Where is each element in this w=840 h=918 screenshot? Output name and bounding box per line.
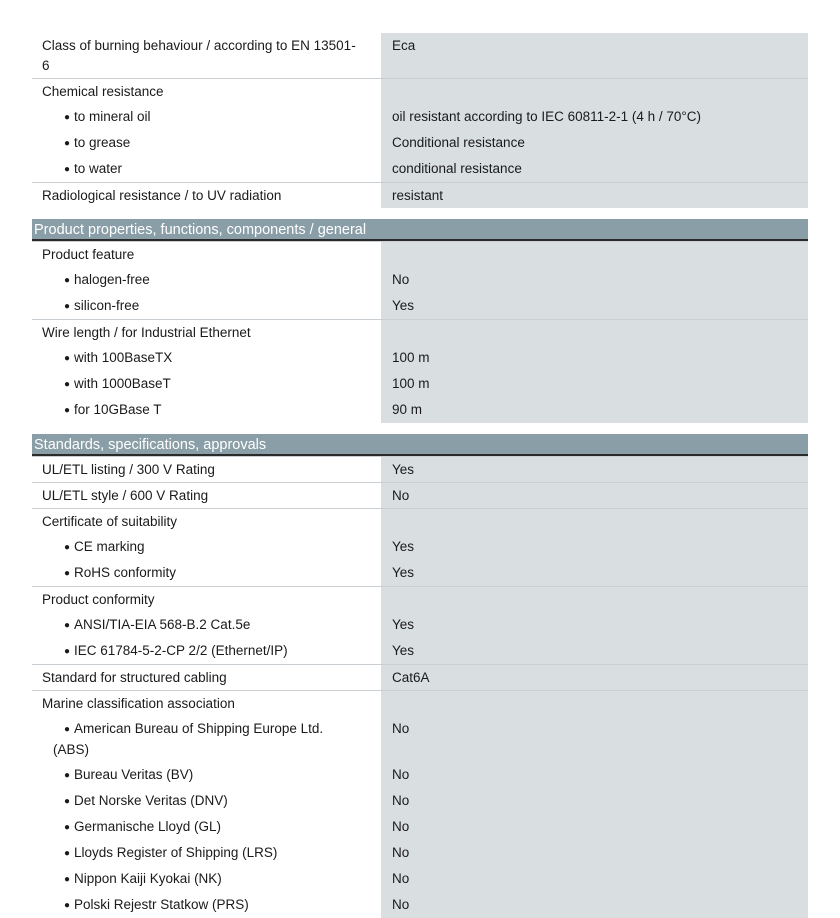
spec-label-text: Product feature bbox=[42, 247, 135, 262]
spec-sub-label-text: ● silicon-free bbox=[42, 293, 381, 319]
spec-sub-label bbox=[32, 866, 381, 892]
spec-subrow bbox=[32, 716, 808, 762]
spec-sub-value bbox=[381, 762, 808, 788]
spec-label bbox=[32, 483, 381, 509]
spec-subrow bbox=[32, 612, 808, 638]
section-gap bbox=[32, 208, 808, 219]
spec-sub-label bbox=[32, 371, 381, 397]
spec-sub-value-text: 100 m bbox=[392, 350, 430, 365]
bullet-icon: ● bbox=[64, 620, 71, 631]
spec-value bbox=[381, 509, 808, 535]
spec-subrow bbox=[32, 534, 808, 560]
spec-subrow bbox=[32, 156, 808, 183]
spec-sub-label bbox=[32, 534, 381, 560]
spec-value-text bbox=[392, 509, 808, 514]
spec-sub-label bbox=[32, 814, 381, 840]
spec-sub-label-text: ● Bureau Veritas (BV) bbox=[42, 762, 381, 788]
spec-sub-label bbox=[32, 345, 381, 371]
spec-label-text: Product conformity bbox=[42, 592, 155, 607]
spec-label-text: Standard for structured cabling bbox=[42, 670, 227, 685]
spec-label bbox=[32, 79, 381, 105]
spec-sub-label bbox=[32, 560, 381, 587]
spec-subrow bbox=[32, 104, 808, 130]
spec-label-text: Marine classification association bbox=[42, 696, 235, 711]
spec-label bbox=[32, 665, 381, 691]
spec-label bbox=[32, 587, 381, 613]
bullet-icon: ● bbox=[64, 353, 71, 364]
spec-sub-label bbox=[32, 638, 381, 665]
spec-sub-value-text: No bbox=[392, 819, 410, 834]
bullet-icon: ● bbox=[64, 822, 71, 833]
spec-sub-value bbox=[381, 716, 808, 762]
spec-value-text bbox=[392, 587, 808, 592]
spec-subrow bbox=[32, 788, 808, 814]
spec-value bbox=[381, 320, 808, 346]
spec-sub-label-text: ● to mineral oil bbox=[42, 104, 381, 130]
spec-sub-label bbox=[32, 788, 381, 814]
bullet-icon: ● bbox=[64, 646, 71, 657]
spec-subrow bbox=[32, 345, 808, 371]
spec-value bbox=[381, 457, 808, 483]
spec-row bbox=[32, 320, 808, 346]
bullet-icon: ● bbox=[64, 275, 71, 286]
spec-label-text: Wire length / for Industrial Ethernet bbox=[42, 325, 251, 340]
spec-section bbox=[32, 208, 808, 423]
spec-sub-value-text: oil resistant according to IEC 60811-2-1 (4 h / 70°C) bbox=[392, 109, 702, 124]
spec-value-text bbox=[392, 242, 808, 247]
bullet-icon: ● bbox=[64, 848, 71, 859]
spec-sub-label bbox=[32, 104, 381, 130]
spec-sub-value bbox=[381, 345, 808, 371]
bullet-icon: ● bbox=[64, 542, 71, 553]
bullet-icon: ● bbox=[64, 112, 71, 123]
spec-sub-label bbox=[32, 156, 381, 183]
spec-row bbox=[32, 509, 808, 535]
spec-subrow bbox=[32, 293, 808, 320]
spec-sub-value bbox=[381, 638, 808, 665]
spec-sub-label bbox=[32, 293, 381, 320]
spec-sub-label-text: ● to grease bbox=[42, 130, 381, 156]
spec-row bbox=[32, 79, 808, 105]
spec-label bbox=[32, 242, 381, 268]
spec-label-text: Certificate of suitability bbox=[42, 514, 178, 529]
spec-sub-label-text: ● ANSI/TIA-EIA 568-B.2 Cat.5e bbox=[42, 612, 381, 638]
bullet-icon: ● bbox=[64, 301, 71, 312]
spec-sub-value bbox=[381, 560, 808, 587]
spec-sub-value-text: Yes bbox=[392, 565, 415, 580]
spec-section bbox=[32, 423, 808, 918]
bullet-icon: ● bbox=[64, 796, 71, 807]
spec-value bbox=[381, 587, 808, 613]
bullet-icon: ● bbox=[64, 405, 71, 416]
spec-sub-value-text: Yes bbox=[392, 643, 415, 658]
section-header: Product properties, functions, components / general bbox=[32, 219, 808, 241]
spec-section bbox=[32, 33, 808, 208]
spec-value bbox=[381, 691, 808, 717]
spec-sub-value-text: No bbox=[392, 871, 410, 886]
spec-sub-value bbox=[381, 130, 808, 156]
spec-sub-label-text: ● Det Norske Veritas (DNV) bbox=[42, 788, 381, 814]
spec-sub-label-text: ● American Bureau of Shipping Europe Ltd. (ABS) bbox=[53, 721, 324, 757]
bullet-icon: ● bbox=[64, 724, 71, 735]
spec-sub-value-text: conditional resistance bbox=[392, 161, 522, 176]
section-header: Standards, specifications, approvals bbox=[32, 434, 808, 456]
bullet-icon: ● bbox=[64, 138, 71, 149]
bullet-icon: ● bbox=[64, 770, 71, 781]
spec-sub-label bbox=[32, 840, 381, 866]
spec-sub-label-text: ● to water bbox=[42, 156, 381, 182]
spec-subrow bbox=[32, 840, 808, 866]
spec-value-text bbox=[392, 79, 808, 84]
spec-row bbox=[32, 183, 808, 209]
spec-subrow bbox=[32, 371, 808, 397]
spec-sub-label bbox=[32, 892, 381, 918]
spec-subrow bbox=[32, 397, 808, 423]
spec-value-text: Cat6A bbox=[392, 670, 430, 685]
spec-sub-label bbox=[32, 762, 381, 788]
spec-table bbox=[32, 33, 808, 208]
spec-sub-value-text: No bbox=[392, 721, 410, 736]
spec-value bbox=[381, 33, 808, 79]
spec-label-text: Radiological resistance / to UV radiation bbox=[42, 188, 282, 203]
spec-sub-value-text: Yes bbox=[392, 617, 415, 632]
spec-label bbox=[32, 33, 381, 79]
spec-sub-label bbox=[32, 397, 381, 423]
spec-sub-value-text: Yes bbox=[392, 298, 415, 313]
spec-label-text: Chemical resistance bbox=[42, 84, 164, 99]
spec-row bbox=[32, 33, 808, 79]
bullet-icon: ● bbox=[64, 900, 71, 911]
spec-sub-label bbox=[32, 716, 381, 762]
spec-value bbox=[381, 242, 808, 268]
spec-sub-label-text: ● IEC 61784-5-2-CP 2/2 (Ethernet/IP) bbox=[42, 638, 381, 664]
spec-label-text: UL/ETL listing / 300 V Rating bbox=[42, 462, 215, 477]
spec-subrow bbox=[32, 892, 808, 918]
spec-subrow bbox=[32, 638, 808, 665]
spec-subrow bbox=[32, 560, 808, 587]
spec-sub-value bbox=[381, 293, 808, 320]
spec-row bbox=[32, 457, 808, 483]
spec-sub-value bbox=[381, 397, 808, 423]
spec-row bbox=[32, 587, 808, 613]
bullet-icon: ● bbox=[64, 874, 71, 885]
spec-sub-label bbox=[32, 612, 381, 638]
spec-row bbox=[32, 691, 808, 717]
spec-value-text bbox=[392, 320, 808, 325]
spec-value-text: No bbox=[392, 488, 410, 503]
spec-label bbox=[32, 691, 381, 717]
spec-sub-value bbox=[381, 612, 808, 638]
spec-value bbox=[381, 665, 808, 691]
spec-subrow bbox=[32, 267, 808, 293]
spec-sub-value bbox=[381, 371, 808, 397]
spec-label bbox=[32, 320, 381, 346]
spec-row bbox=[32, 665, 808, 691]
spec-sub-label-text: ● halogen-free bbox=[42, 267, 381, 293]
spec-label bbox=[32, 457, 381, 483]
spec-sub-value bbox=[381, 788, 808, 814]
spec-sub-value bbox=[381, 534, 808, 560]
spec-sub-value-text: Conditional resistance bbox=[392, 135, 525, 150]
spec-sub-value bbox=[381, 156, 808, 183]
bullet-icon: ● bbox=[64, 164, 71, 175]
spec-sub-value bbox=[381, 104, 808, 130]
spec-sub-label bbox=[32, 267, 381, 293]
spec-subrow bbox=[32, 762, 808, 788]
spec-sub-value-text: No bbox=[392, 845, 410, 860]
spec-sub-value bbox=[381, 267, 808, 293]
spec-sub-value-text: No bbox=[392, 897, 410, 912]
bullet-icon: ● bbox=[64, 568, 71, 579]
spec-value bbox=[381, 79, 808, 105]
spec-value-text: Yes bbox=[392, 462, 415, 477]
spec-sub-value bbox=[381, 840, 808, 866]
spec-sub-value bbox=[381, 814, 808, 840]
spec-sub-value-text: 100 m bbox=[392, 376, 430, 391]
spec-label bbox=[32, 183, 381, 209]
spec-value-text: resistant bbox=[392, 188, 444, 203]
spec-sub-value-text: Yes bbox=[392, 539, 415, 554]
spec-sheet bbox=[32, 33, 808, 918]
spec-value-text bbox=[392, 691, 808, 696]
spec-sub-value-text: No bbox=[392, 793, 410, 808]
spec-subrow bbox=[32, 130, 808, 156]
spec-sub-label-text: ● with 100BaseTX bbox=[42, 345, 381, 371]
spec-row bbox=[32, 483, 808, 509]
section-gap bbox=[32, 423, 808, 434]
spec-sub-label-text: ● RoHS conformity bbox=[42, 560, 381, 586]
spec-value-text: Eca bbox=[392, 38, 416, 53]
spec-sub-value bbox=[381, 866, 808, 892]
spec-label-text: UL/ETL style / 600 V Rating bbox=[42, 488, 209, 503]
spec-sub-label-text: ● Nippon Kaiji Kyokai (NK) bbox=[42, 866, 381, 892]
spec-label-text: Class of burning behaviour / according to EN 13501- 6 bbox=[42, 38, 356, 73]
spec-sub-value-text: No bbox=[392, 272, 410, 287]
spec-sub-label-text: ● Lloyds Register of Shipping (LRS) bbox=[42, 840, 381, 866]
spec-row bbox=[32, 242, 808, 268]
bullet-icon: ● bbox=[64, 379, 71, 390]
spec-table bbox=[32, 456, 808, 918]
spec-sub-label-text: ● with 1000BaseT bbox=[42, 371, 381, 397]
spec-sub-value-text: No bbox=[392, 767, 410, 782]
spec-sub-label-text: ● for 10GBase T bbox=[42, 397, 381, 423]
spec-sub-label-text: ● Polski Rejestr Statkow (PRS) bbox=[42, 892, 381, 918]
spec-sub-value bbox=[381, 892, 808, 918]
spec-sub-value-text: 90 m bbox=[392, 402, 423, 417]
spec-value bbox=[381, 183, 808, 209]
spec-subrow bbox=[32, 866, 808, 892]
spec-sub-label-text: ● CE marking bbox=[42, 534, 381, 560]
spec-sub-label-text: ● Germanische Lloyd (GL) bbox=[42, 814, 381, 840]
spec-subrow bbox=[32, 814, 808, 840]
spec-sub-label bbox=[32, 130, 381, 156]
spec-table bbox=[32, 241, 808, 423]
spec-label bbox=[32, 509, 381, 535]
spec-value bbox=[381, 483, 808, 509]
